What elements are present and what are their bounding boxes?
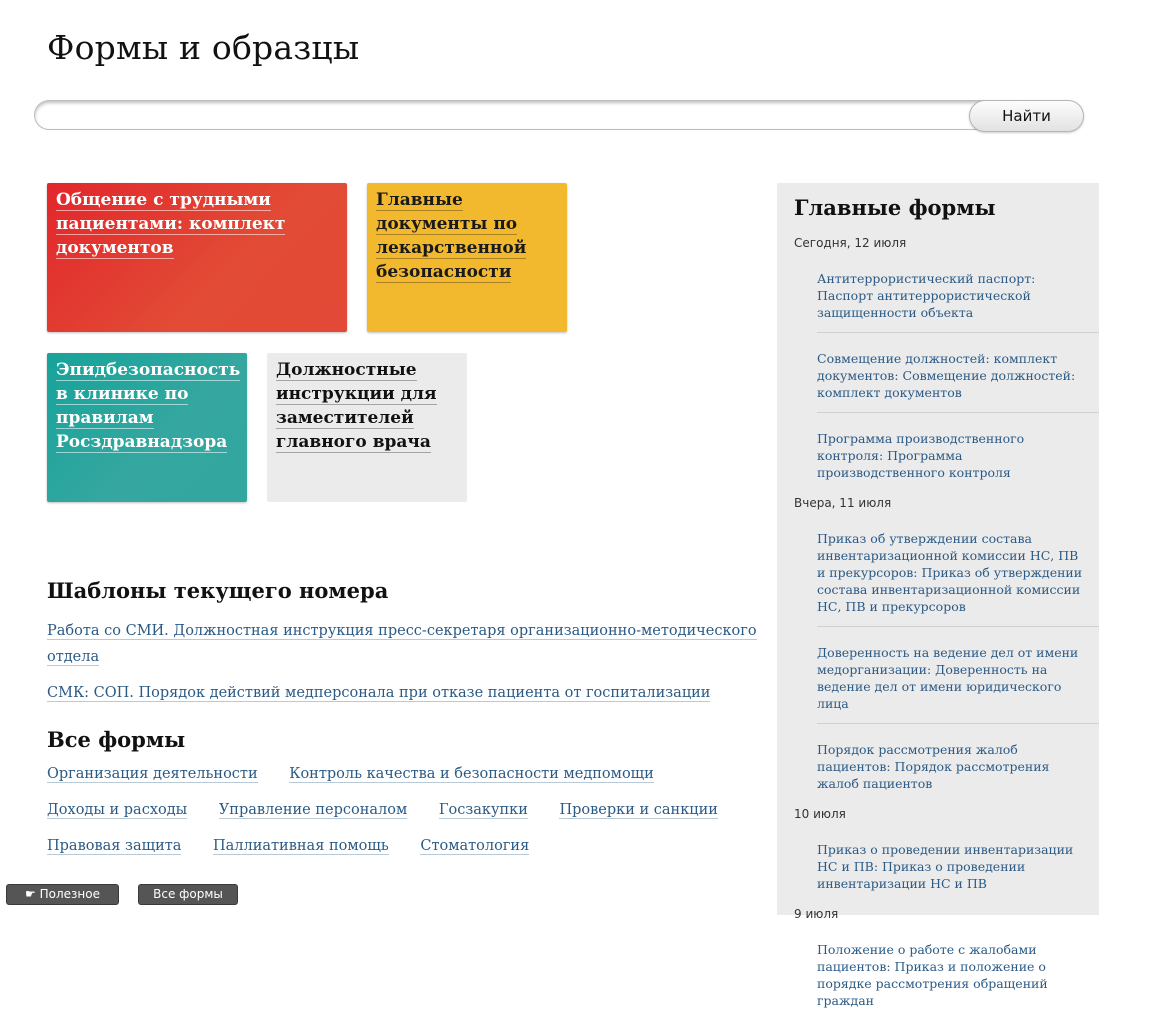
tile-label: Эпидбезопасность в клинике по правилам Росздравнадзора [56,360,241,452]
sidebar-form-link[interactable]: Приказ о проведении инвентаризации НС и ПВ: Приказ о проведении инвентаризации НС и ПВ [817,842,1074,891]
sidebar-form-link[interactable]: Доверенность на ведение дел от имени медорганизации: Доверенность на ведение дел от имени юридического лица [817,627,1099,724]
sidebar-form-link[interactable]: Приказ об утверждении состава инвентаризационной комиссии НС, ПВ и прекурсоров: Приказ об утверждении состава инвентаризационной комиссии НС, ПВ и прекурсоров [817,513,1099,627]
sidebar-form-link[interactable]: Положение о работе с жалобами пациентов: Приказ и положение о порядке рассмотрения обращений граждан [817,942,1048,1008]
tile-difficult-patients[interactable] [47,183,347,332]
sidebar-date: 10 июля [794,807,846,821]
sidebar-form-link[interactable]: Совмещение должностей: комплект документов: Совмещение должностей: комплект документов [817,333,1099,413]
sidebar-title: Главные формы [794,195,996,220]
all-forms-button[interactable]: Все формы [138,884,238,905]
search-bar [34,100,1084,132]
category-link-legal[interactable]: Правовая защита [47,838,182,854]
tile-drug-safety[interactable] [367,183,567,332]
tile-label: Главные документы по лекарственной безопасности [376,190,527,282]
category-link-procurement[interactable]: Госзакупки [438,802,528,818]
sidebar-form-link[interactable]: Антитеррористический паспорт: Паспорт антитеррористической защищенности объекта [817,253,1099,333]
all-forms-section-title: Все формы [47,727,186,752]
sidebar-list [777,233,1099,1020]
category-row [47,838,556,864]
category-row [47,766,681,792]
sidebar-form-link[interactable]: Программа производственного контроля: Программа производственного контроля [817,431,1025,480]
template-link-press-secretary[interactable] [47,618,767,670]
search-button[interactable]: Найти [969,100,1084,132]
useful-button[interactable] [6,884,119,905]
category-link-income-expenses[interactable]: Доходы и расходы [47,802,188,818]
sidebar-date: 9 июля [794,907,839,921]
tile-label: Должностные инструкции для заместителей главного врача [276,360,437,452]
search-input[interactable] [34,100,1080,130]
tile-epid-safety[interactable] [47,353,247,502]
sidebar-form-link[interactable]: Порядок рассмотрения жалоб пациентов: Порядок рассмотрения жалоб пациентов [817,742,1050,791]
sidebar-date: Вчера, 11 июля [794,496,892,510]
category-link-inspections[interactable]: Проверки и санкции [559,802,718,818]
category-link-personnel[interactable]: Управление персоналом [218,802,408,818]
main-forms-sidebar [777,183,1099,1008]
templates-section-title: Шаблоны текущего номера [47,578,389,603]
tile-label: Общение с трудными пациентами: комплект документов [56,190,286,258]
tile-job-instructions[interactable] [267,353,467,502]
category-row [47,802,745,828]
template-link-text: Работа со СМИ. Должностная инструкция пресс-секретаря организационно-методического отдела [47,623,757,665]
sidebar-date: Сегодня, 12 июля [794,236,907,250]
category-link-organization[interactable]: Организация деятельности [47,766,258,782]
page-title: Формы и образцы [47,28,360,67]
pointing-hand-icon: ☛ [25,887,36,901]
category-link-palliative[interactable]: Паллиативная помощь [213,838,389,854]
template-link-text: СМК: СОП. Порядок действий медперсонала при отказе пациента от госпитализации [47,685,711,701]
template-link-refusal-hospitalization[interactable] [47,680,767,706]
category-link-quality-control[interactable]: Контроль качества и безопасности медпомощи [289,766,654,782]
useful-button-label: Полезное [39,887,100,901]
category-link-dentistry[interactable]: Стоматология [420,838,530,854]
